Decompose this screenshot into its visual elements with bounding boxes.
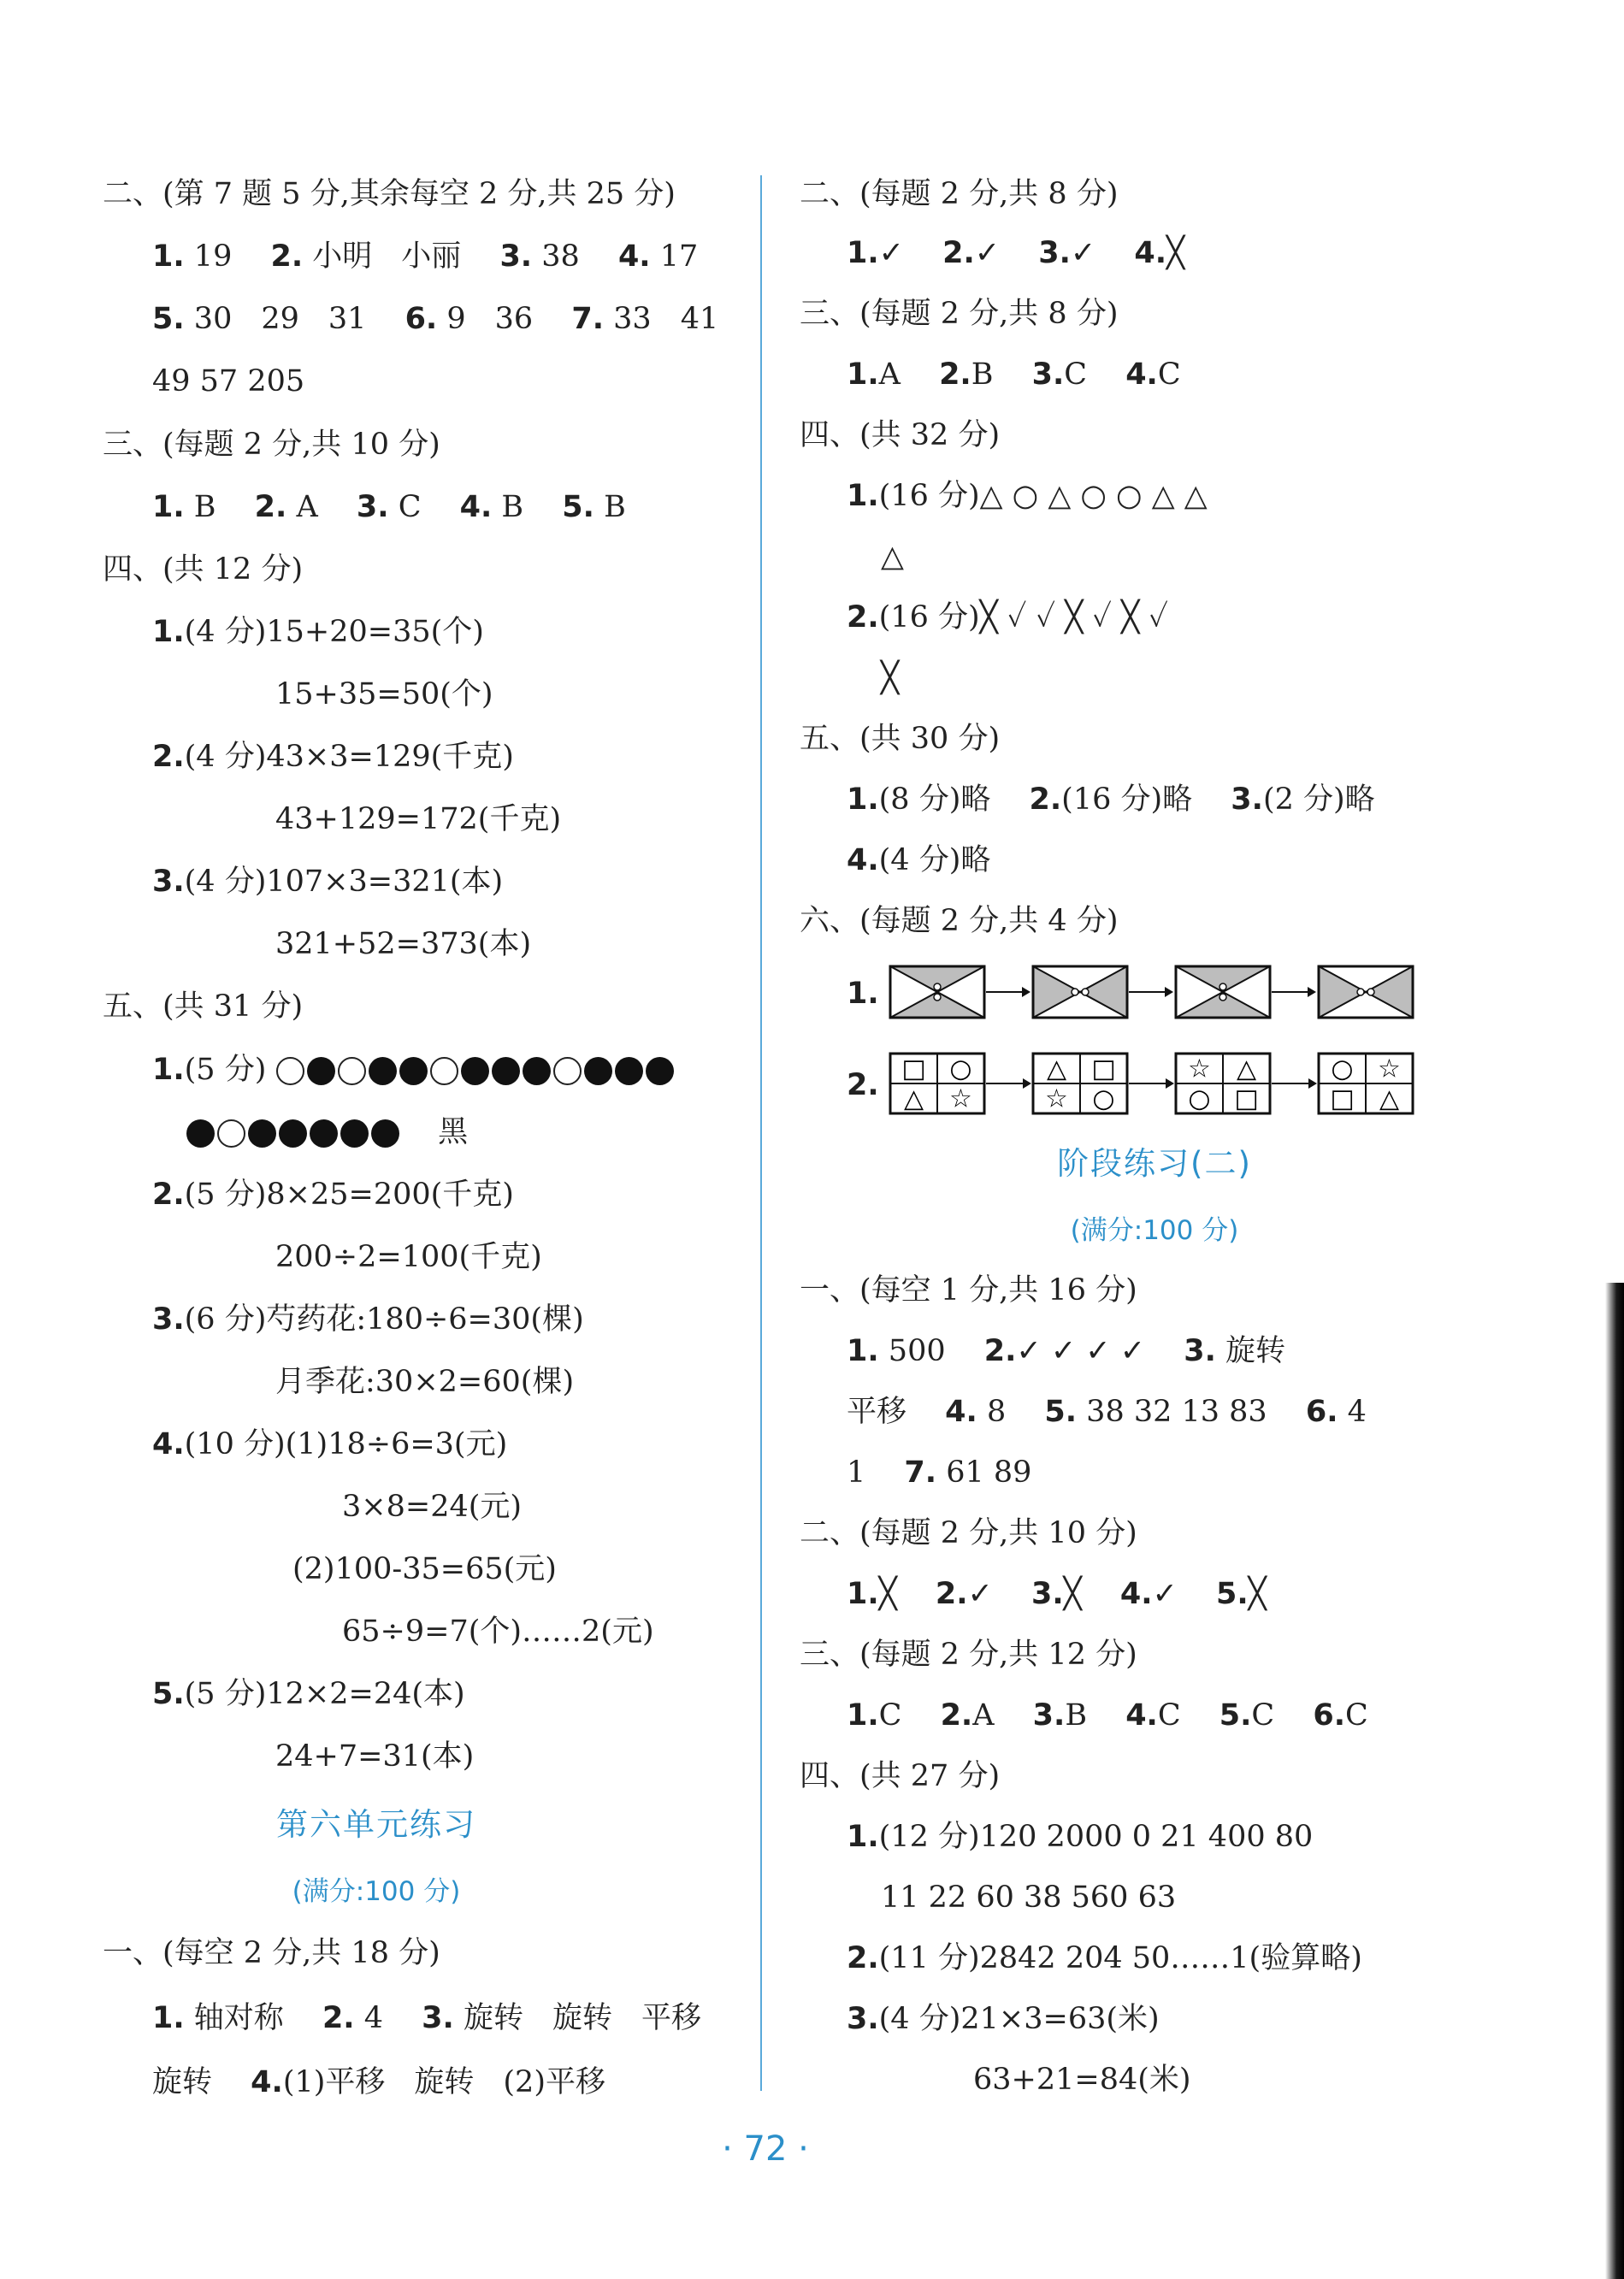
answer-line: 1. 轴对称 2. 4 3. 旋转 旋转 平移 [152,2001,702,2035]
answer-line: 2.(5 分)8×25=200(千克) [152,1178,514,1212]
white-circle [430,1057,458,1085]
white-circle [276,1057,304,1085]
answer-line: 平移 4. 8 5. 38 32 13 83 6. 4 [847,1395,1367,1429]
black-circle [279,1119,307,1148]
black-circle [186,1119,215,1148]
answer-line: 1. 500 2.✓ ✓ ✓ ✓ 3. 旋转 [847,1334,1286,1368]
arrow-head [1308,1078,1317,1089]
grid-shape-symbol: ☆ [1378,1054,1401,1084]
section-heading: 六、(每题 2 分,共 4 分) [800,904,1119,938]
answer-line: 3.(4 分)107×3=321(本) [152,865,504,899]
section-heading: 四、(共 12 分) [103,552,304,587]
black-circle [369,1057,397,1085]
section-heading: 五、(共 30 分) [800,722,1001,756]
answer-line: 2.(4 分)43×3=129(千克) [152,740,514,774]
white-circle [338,1057,366,1085]
q6-1-number: 1. [847,977,879,1011]
arrow-head [1023,1078,1031,1089]
answer-line: 1.(16 分)△ ○ △ ○ ○ △ △ [847,479,1208,513]
stage-title: 阶段练习(二) [1057,1145,1252,1182]
answer-line: 321+52=373(本) [275,927,532,961]
grid-shape-symbol: □ [1330,1083,1355,1114]
answer-line: 3.(4 分)21×3=63(米) [847,2002,1160,2036]
shape-grid-4 [1319,1054,1413,1114]
answer-line: 3.(6 分)芍药花:180÷6=30(棵) [152,1302,584,1337]
answer-line: 2.(16 分)╳ ✓ ✓ ╳ ✓ ╳ ✓ [847,600,1168,635]
unit-title: 第六单元练习 [276,1806,476,1843]
black-circle [340,1119,369,1148]
answer-line: 1.╳ 2.✓ 3.╳ 4.✓ 5.╳ [847,1577,1267,1611]
answer-line: 11 22 60 38 560 63 [881,1880,1177,1915]
section-heading: 一、(每空 2 分,共 18 分) [103,1936,440,1970]
answer-line: 1.(8 分)略 2.(16 分)略 3.(2 分)略 [847,782,1375,817]
black-circle [307,1057,335,1085]
section-heading: 三、(每题 2 分,共 12 分) [800,1638,1137,1672]
answer-line: 4.(10 分)(1)18÷6=3(元) [152,1427,508,1461]
black-circle [248,1119,276,1148]
section-heading: 三、(每题 2 分,共 10 分) [103,428,440,462]
answer-line: 月季花:30×2=60(棵) [275,1365,575,1399]
answer-line: 1.(12 分)120 2000 0 21 400 80 [847,1820,1314,1854]
grid-shape-symbol: ○ [1331,1054,1354,1084]
arrow-2 [1129,987,1173,997]
answer-line: 200÷2=100(千克) [275,1240,542,1274]
arrow-3 [1272,987,1316,997]
grid-shape-symbol: ☆ [1188,1054,1211,1084]
grid-shape-symbol: □ [1091,1054,1116,1084]
envelope-4 [1319,966,1413,1018]
answer-line [186,1113,468,1151]
answer-line: (2)100-35=65(元) [292,1552,557,1586]
grid-shape-symbol: □ [1234,1083,1259,1114]
circle-pattern-row-2 [186,1119,399,1148]
section-heading: 三、(每题 2 分,共 8 分) [800,297,1119,331]
grid-shape-symbol: ○ [949,1054,972,1084]
shape-grid-2 [1033,1054,1127,1114]
section-heading: 二、(每题 2 分,共 8 分) [800,177,1119,211]
column-divider [760,175,762,2091]
shape-grid-svg [883,1048,1422,1120]
section-heading: 四、(共 27 分) [800,1759,1001,1793]
section-heading: 一、(每空 1 分,共 16 分) [800,1273,1137,1308]
answer-line: 5.(5 分)12×2=24(本) [152,1677,465,1711]
black-circle [646,1057,674,1085]
scan-edge-shadow [1605,1283,1624,2279]
shape-grid-1 [890,1054,984,1114]
section-heading: 二、(每题 2 分,共 10 分) [800,1516,1137,1550]
envelope-sequence-diagram [883,958,1422,1026]
answer-line: 65÷9=7(个)……2(元) [342,1615,654,1649]
black-circle [523,1057,551,1085]
answer-line: △ [881,540,904,574]
black-circle [584,1057,612,1085]
answer-line: 43+129=172(千克) [275,802,562,836]
grid-shape-symbol: △ [1379,1083,1400,1114]
grid-shape-symbol: ○ [1092,1083,1115,1114]
answer-line: 4.(4 分)略 [847,843,991,877]
answer-line: 1.A 2.B 3.C 4.C [847,357,1181,392]
grid-shape-symbol: △ [903,1083,924,1114]
answer-line: 63+21=84(米) [973,2063,1191,2097]
answer-line: 1.C 2.A 3.B 4.C 5.C 6.C [847,1698,1368,1733]
answer-line: 3×8=24(元) [342,1490,523,1524]
envelope-1 [890,966,984,1018]
answer-line: 2.(11 分)2842 204 50……1(验算略) [847,1941,1362,1975]
shape-grid-sequence-diagram [883,1048,1422,1120]
answer-line: 15+35=50(个) [275,677,493,711]
answer-line: 旋转 4.(1)平移 旋转 (2)平移 [152,2065,605,2099]
section-heading: 二、(第 7 题 5 分,其余每空 2 分,共 25 分) [103,177,676,211]
section-heading: 五、(共 31 分) [103,989,304,1024]
answer-line: 1 7. 61 89 [847,1455,1032,1490]
answer-line: 1.(4 分)15+20=35(个) [152,615,484,649]
answer-line: 49 57 205 [152,364,305,399]
answer-line: 1.✓ 2.✓ 3.✓ 4.╳ [847,236,1185,270]
white-circle [217,1119,245,1148]
page-number: · 72 · [722,2129,809,2169]
envelope-2 [1033,966,1127,1018]
black-circle [615,1057,643,1085]
arrow-1 [986,987,1031,997]
pattern-answer: 黑 [438,1115,469,1149]
answer-line: 1. 19 2. 小明 小丽 3. 38 4. 17 [152,239,699,274]
circle-pattern-row-1 [276,1057,674,1085]
answer-line: 5. 30 29 31 6. 9 36 7. 33 41 [152,302,719,336]
grid-shape-symbol: ○ [1188,1083,1211,1114]
grid-shape-symbol: ☆ [949,1083,972,1114]
grid-shape-symbol: △ [1236,1054,1257,1084]
answer-line: ╳ [881,661,900,695]
answer-line: 24+7=31(本) [275,1739,475,1774]
arrow-head [1166,1078,1174,1089]
black-circle [461,1057,489,1085]
grid-shape-symbol: △ [1046,1054,1067,1084]
answer-line: 1.(5 分) [152,1051,674,1089]
shape-grid-3 [1176,1054,1270,1114]
black-circle [492,1057,520,1085]
white-circle [553,1057,582,1085]
stage-subtitle: (满分:100 分) [1070,1215,1239,1246]
section-heading: 四、(共 32 分) [800,418,1001,452]
answer-line: 1. B 2. A 3. C 4. B 5. B [152,490,626,524]
grid-shape-symbol: ☆ [1045,1083,1068,1114]
q6-2-number: 2. [847,1068,879,1102]
black-circle [399,1057,428,1085]
unit-subtitle: (满分:100 分) [292,1876,461,1907]
envelope-3 [1176,966,1270,1018]
black-circle [371,1119,399,1148]
black-circle [310,1119,338,1148]
grid-shape-symbol: □ [901,1054,926,1084]
